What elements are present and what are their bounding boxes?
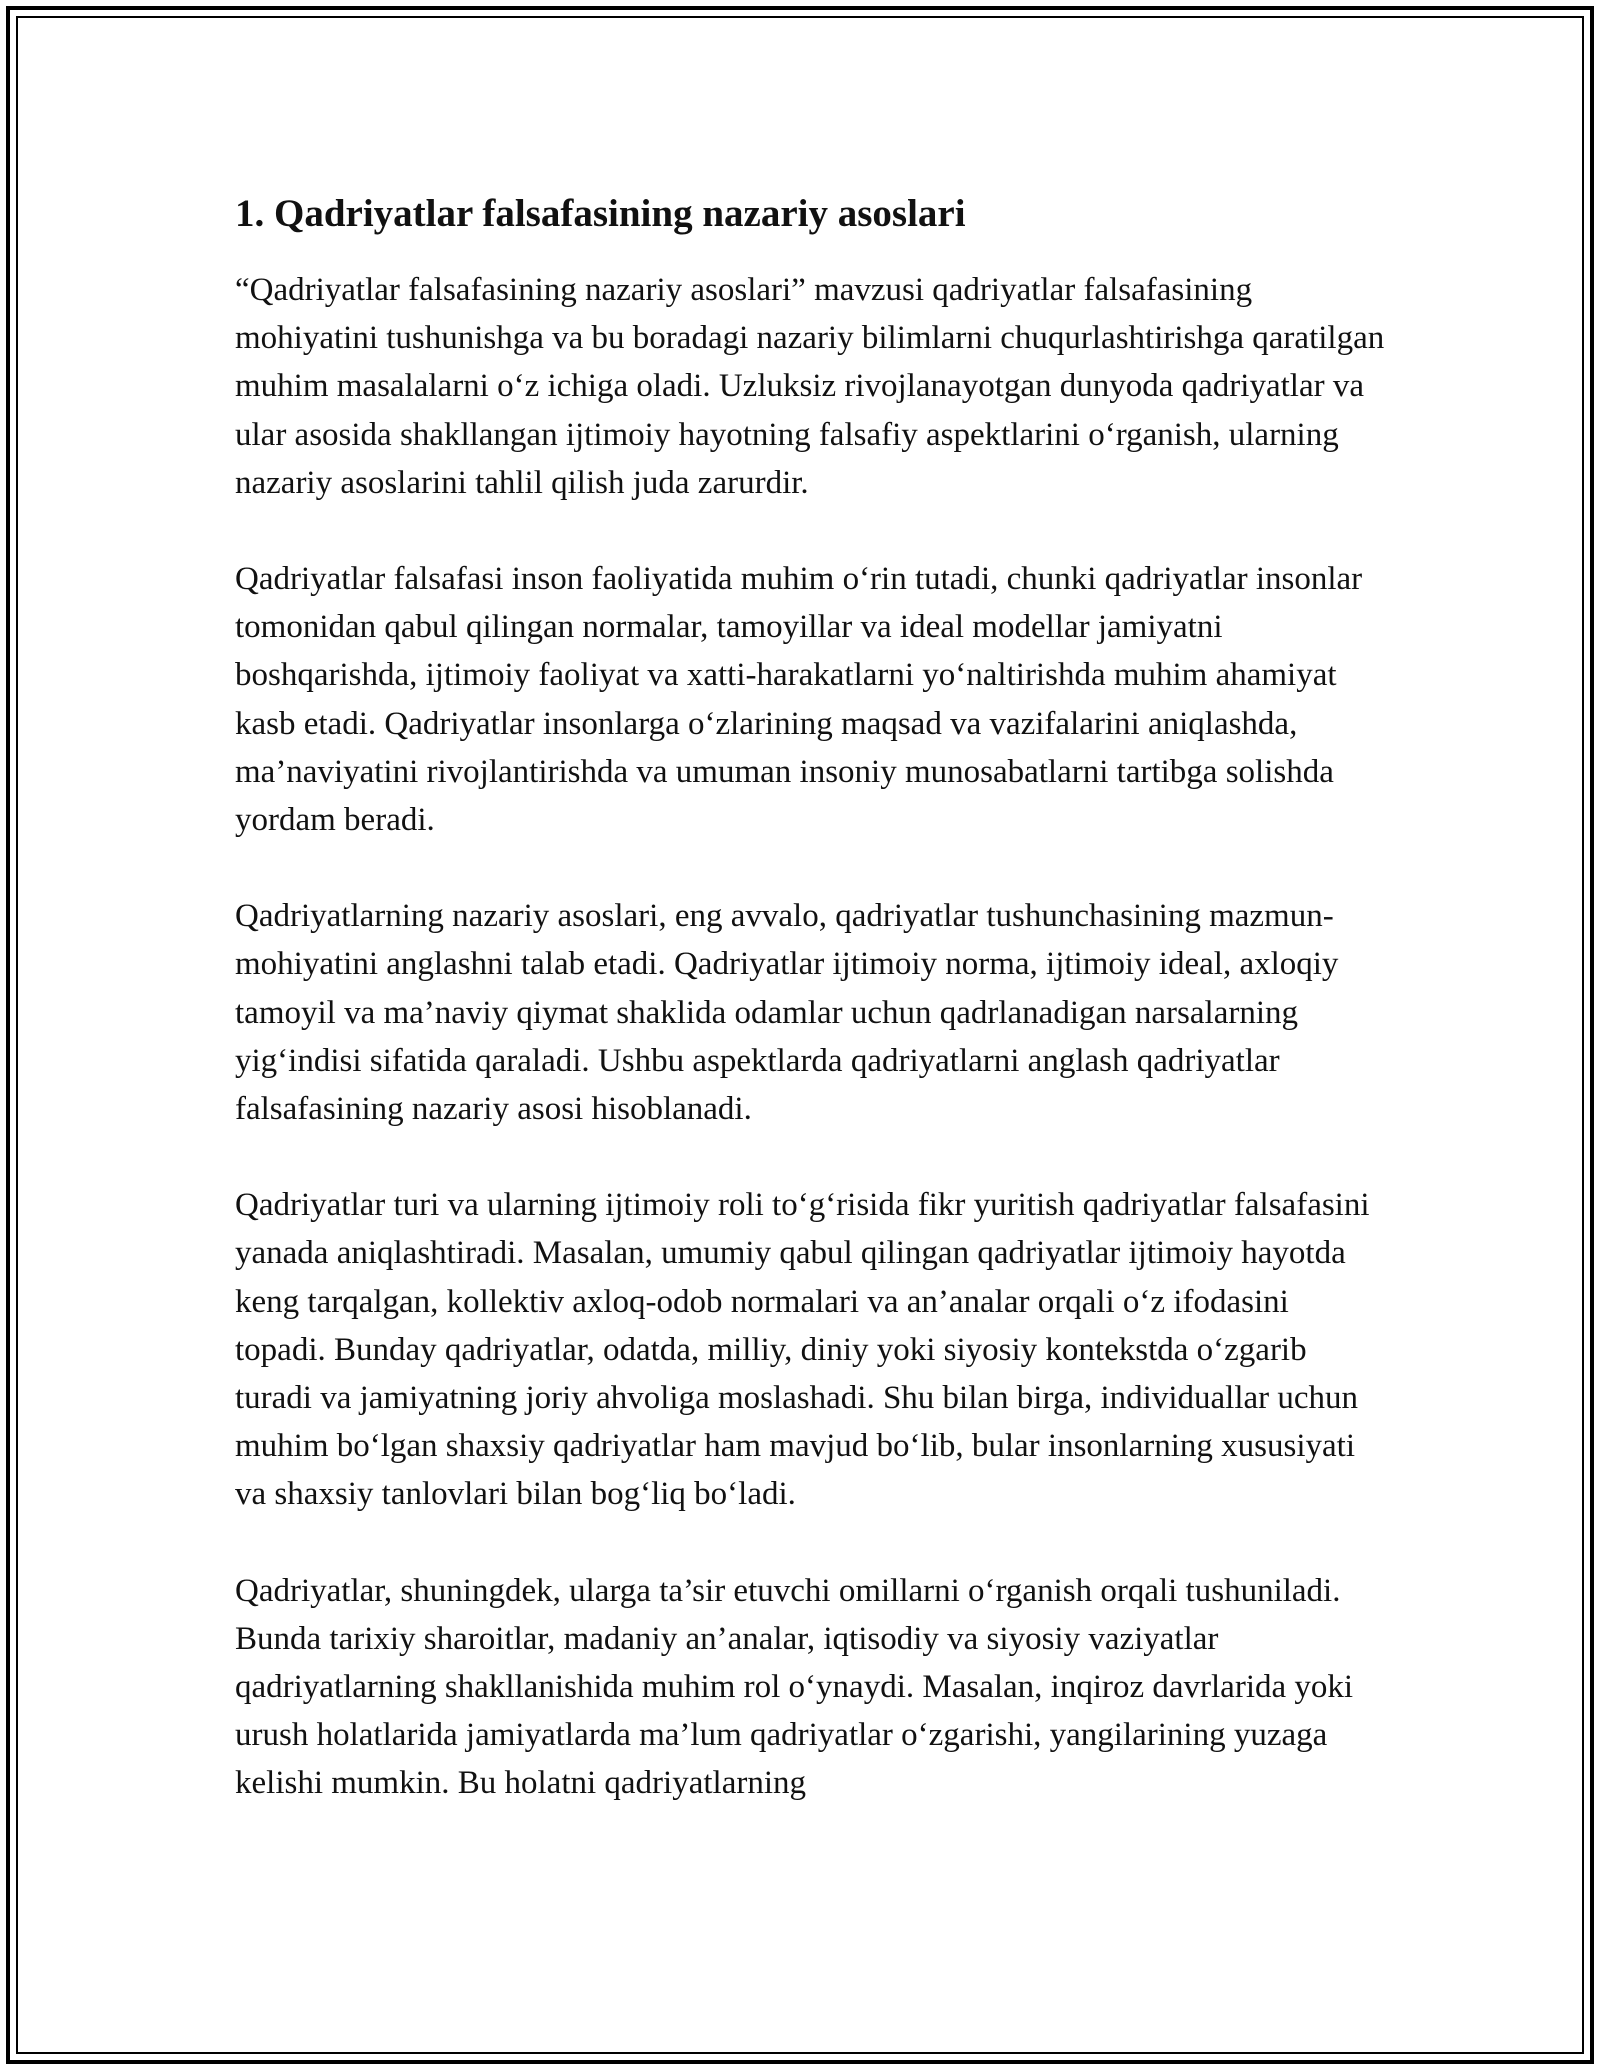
paragraph-4: Qadriyatlar turi va ularning ijtimoiy roli to‘g‘risida fikr yuritish qadriyatlar falsafasini yanada aniqlashtiradi. Masalan, umumiy qabul qilingan qadriyatlar ijtimoiy hayotda keng tarqalgan, kollektiv axloq-odob normalari va an’analar orqali o‘z ifodasini topadi. Bunday qadriyatlar, odatda, milliy, diniy yoki siyosiy kontekstda o‘zgarib turadi va jamiyatning joriy ahvoliga moslashadi. Shu bilan birga, individuallar uchun muhim bo‘lgan shaxsiy qadriyatlar ham mavjud bo‘lib, bular insonlarning xususiyati va shaxsiy tanlovlari bilan bog‘liq bo‘ladi. xyxy=(235,1187,1370,1513)
document-body xyxy=(235,184,1385,1808)
paragraph-3: Qadriyatlarning nazariy asoslari, eng avvalo, qadriyatlar tushunchasining mazmun-mohiyatini anglashni talab etadi. Qadriyatlar ijtimoiy norma, ijtimoiy ideal, axloqiy tamoyil va ma’naviy qiymat shaklida odamlar uchun qadrlanadigan narsalarning yig‘indisi sifatida qaraladi. Ushbu aspektlarda qadriyatlarni anglash qadriyatlar falsafasining nazariy asosi hisoblanadi. xyxy=(235,898,1339,1128)
paragraph-1: “Qadriyatlar falsafasining nazariy asoslari” mavzusi qadriyatlar falsafasining mohiyatini tushunishga va bu boradagi nazariy bilimlarni chuqurlashtirishga qaratilgan muhim masalalarni o‘z ichiga oladi. Uzluksiz rivojlanayotgan dunyoda qadriyatlar va ular asosida shakllangan ijtimoiy hayotning falsafiy aspektlarini o‘rganish, ularning nazariy asoslarini tahlil qilish juda zarurdir. xyxy=(235,272,1385,501)
paragraph-5: Qadriyatlar, shuningdek, ularga ta’sir etuvchi omillarni o‘rganish orqali tushuniladi. Bunda tarixiy sharoitlar, madaniy an’analar, iqtisodiy va siyosiy vaziyatlar qadriyatlarning shakllanishida muhim rol o‘ynaydi. Masalan, inqiroz davrlarida yoki urush holatlarida jamiyatlarda ma’lum qadriyatlar o‘zgarishi, yangilarining yuzaga kelishi mumkin. Bu holatni qadriyatlarning xyxy=(235,1572,1354,1802)
section-heading: 1. Qadriyatlar falsafasining nazariy asoslari xyxy=(235,192,966,235)
paragraph-2: Qadriyatlar falsafasi inson faoliyatida muhim o‘rin tutadi, chunki qadriyatlar insonlar tomonidan qabul qilingan normalar, tamoyillar va ideal modellar jamiyatni boshqarishda, ijtimoiy faoliyat va xatti-harakatlarni yo‘naltirishda muhim ahamiyat kasb etadi. Qadriyatlar insonlarga o‘zlarining maqsad va vazifalarini aniqlashda, ma’naviyatini rivojlantirishda va umuman insoniy munosabatlarni tartibga solishda yordam beradi. xyxy=(235,561,1363,839)
